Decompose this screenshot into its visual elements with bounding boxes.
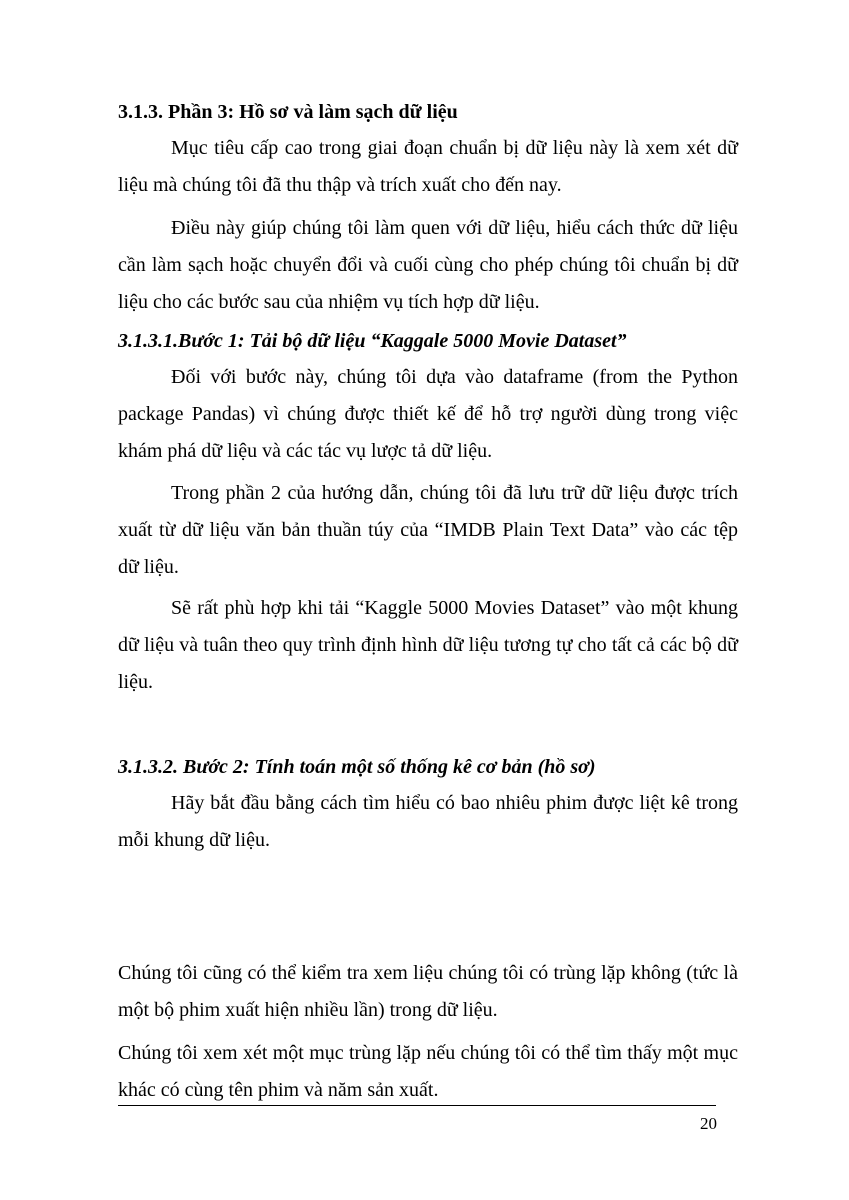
section-heading-3-1-3-1: 3.1.3.1.Bước 1: Tải bộ dữ liệu “Kaggale 5000 Movie Dataset”: [118, 330, 627, 352]
footer-rule: [118, 1105, 716, 1106]
paragraph: Chúng tôi cũng có thể kiểm tra xem liệu chúng tôi có trùng lặp không (tức là một bộ phim xuất hiện nhiều lần) trong dữ liệu.: [118, 962, 738, 1021]
paragraph: Trong phần 2 của hướng dẫn, chúng tôi đã lưu trữ dữ liệu được trích xuất từ dữ liệu văn bản thuần túy của “IMDB Plain Text Data” vào các tệp dữ liệu.: [118, 482, 738, 578]
paragraph: Hãy bắt đầu bằng cách tìm hiểu có bao nhiêu phim được liệt kê trong mỗi khung dữ liệu.: [118, 792, 738, 851]
paragraph: Điều này giúp chúng tôi làm quen với dữ liệu, hiểu cách thức dữ liệu cần làm sạch hoặc chuyển đổi và cuối cùng cho phép chúng tôi chuẩn bị dữ liệu cho các bước sau của nhiệm vụ tích hợp dữ liệu.: [118, 217, 738, 313]
page-number: 20: [700, 1114, 717, 1133]
section-heading-3-1-3-2: 3.1.3.2. Bước 2: Tính toán một số thống kê cơ bản (hồ sơ): [118, 756, 596, 778]
paragraph: Chúng tôi xem xét một mục trùng lặp nếu chúng tôi có thể tìm thấy một mục khác có cùng tên phim và năm sản xuất.: [118, 1042, 738, 1101]
paragraph: Đối với bước này, chúng tôi dựa vào dataframe (from the Python package Pandas) vì chúng được thiết kế để hỗ trợ người dùng trong việc khám phá dữ liệu và các tác vụ lược tả dữ liệu.: [118, 366, 738, 462]
paragraph: Sẽ rất phù hợp khi tải “Kaggle 5000 Movies Dataset” vào một khung dữ liệu và tuân theo quy trình định hình dữ liệu tương tự cho tất cả các bộ dữ liệu.: [118, 597, 738, 693]
paragraph: Mục tiêu cấp cao trong giai đoạn chuẩn bị dữ liệu này là xem xét dữ liệu mà chúng tôi đã thu thập và trích xuất cho đến nay.: [118, 137, 738, 196]
section-heading-3-1-3: 3.1.3. Phần 3: Hồ sơ và làm sạch dữ liệu: [118, 101, 458, 123]
